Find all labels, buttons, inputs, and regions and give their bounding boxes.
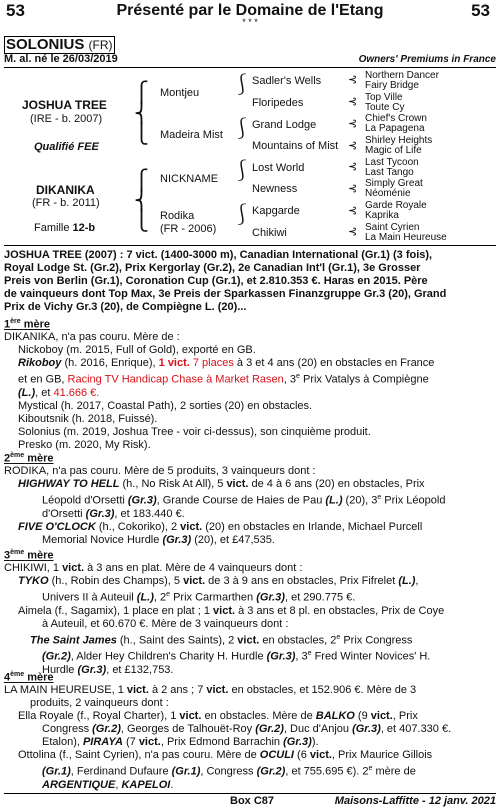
pedigree-gen2: Rodika xyxy=(160,210,195,222)
text-line: Etalon), PIRAYA (7 vict., Prix Edmond Barrachin (Gr.3)). xyxy=(42,736,319,748)
text-line: FIVE O'CLOCK (h., Cokoriko), 2 vict. (20) en obstacles en Irlande, Michael Purcell xyxy=(18,520,423,533)
horse-name-box xyxy=(4,36,115,54)
text-line: et en GB, Racing TV Handicap Chase à Market Rasen, 3e Prix Vatalys à Compiègne xyxy=(18,373,429,386)
lot-number-right: 53 xyxy=(471,1,490,20)
dam-info: (FR - b. 2011) xyxy=(32,197,100,209)
pedigree-gen4: Shirley Heights xyxy=(365,135,433,146)
text-line: Aimela (f., Sagamix), 1 place en plat ; 1 vict. à 3 ans et 8 pl. en obstacles, Prix de Coye xyxy=(18,604,445,617)
text-line: LA MAIN HEUREUSE, 1 vict. à 2 ans ; 7 vict. en obstacles, et 152.906 €. Mère de 3 xyxy=(4,684,417,696)
pedigree-gen3: Lost World xyxy=(252,162,305,174)
bracket: ⎰ xyxy=(232,74,252,96)
bracket: ⊰ xyxy=(348,183,358,195)
pedigree-gen4: Garde Royale xyxy=(365,200,427,211)
section-third-dam: 3ème mère xyxy=(4,549,54,562)
text-line: Léopold d'Orsetti (Gr.3), Grande Course de Haies de Pau (L.) (20), 3e Prix Léopold xyxy=(42,494,446,507)
text-line: HIGHWAY TO HELL (h., No Risk At All), 5 vict. de 4 à 6 ans (20) en obstacles, Prix xyxy=(18,478,425,490)
pedigree-top-rule xyxy=(4,67,496,68)
pedigree-gen4: Last Tycoon xyxy=(365,157,419,168)
bracket: ⎰ xyxy=(232,118,252,140)
bracket: ⊰ xyxy=(348,118,358,130)
footer-rule xyxy=(4,793,496,794)
pedigree-gen4: Simply Great xyxy=(365,178,423,189)
pedigree-gen4: Saint Cyrien xyxy=(365,222,420,233)
sire-note: Qualifié FEE xyxy=(34,141,99,153)
pedigree-gen4: Northern Dancer xyxy=(365,70,439,81)
text-line: Univers II à Auteuil (L.), 2e Prix Carmarthen (Gr.3), et 290.775 €. xyxy=(42,591,356,604)
pedigree-gen2: NICKNAME xyxy=(160,173,219,185)
pedigree-bottom-rule xyxy=(4,245,496,246)
pedigree-gen3: Floripedes xyxy=(252,97,304,109)
text-line: d'Orsetti (Gr.3), et 183.440 €. xyxy=(42,507,185,520)
text-line: CHIKIWI, 1 vict. à 3 ans en plat. Mère de 4 vainqueurs dont : xyxy=(4,562,303,574)
bracket: ⊰ xyxy=(348,140,358,152)
text-line: produits, 2 vainqueurs dont : xyxy=(30,697,169,709)
text-line: (L.), et 41.666 €. xyxy=(18,386,100,399)
bracket: ⎰ xyxy=(232,204,252,226)
bracket: ⎧ xyxy=(134,82,149,104)
pedigree-gen4: Toute Cy xyxy=(365,102,405,113)
pedigree-gen4: La Main Heureuse xyxy=(365,232,447,243)
fourth-dam-text xyxy=(4,684,496,792)
sire-info: (IRE - b. 2007) xyxy=(30,113,103,125)
sire-name: JOSHUA TREE xyxy=(22,98,107,112)
second-dam-text xyxy=(4,465,496,547)
bracket: ⊰ xyxy=(348,74,358,86)
pedigree-gen4: Néoménie xyxy=(365,188,411,199)
sire-record-line: de vainqueurs dont Top Max, 3e Preis der Sparkassen Finanzgruppe Gr.3 (20), Grand xyxy=(4,288,447,300)
pedigree-gen3: Kapgarde xyxy=(252,205,300,217)
horse-birth: M. al. né le 26/03/2019 xyxy=(4,53,118,65)
bracket: ⎧ xyxy=(134,170,149,192)
bracket: ⊰ xyxy=(348,205,358,217)
pedigree-gen3: Newness xyxy=(252,183,298,195)
horse-name: SOLONIUS xyxy=(6,36,85,53)
pedigree-gen4: La Papagena xyxy=(365,123,425,134)
pedigree-gen4: Fairy Bridge xyxy=(365,80,419,91)
dam-name: DIKANIKA xyxy=(36,183,95,197)
horse-country: (FR) xyxy=(88,38,113,52)
text-line: Ella Royale (f., Royal Charter), 1 vict. en obstacles. Mère de BALKO (9 vict., Prix xyxy=(18,710,418,722)
text-line: TYKO (h., Robin des Champs), 5 vict. de 3 à 9 ans en obstacles, Prix Fifrelet (L.), xyxy=(18,575,419,587)
text-line: (Gr.1), Ferdinand Dufaure (Gr.1), Congress (Gr.2), et 755.695 €). 2e mère de xyxy=(42,765,416,778)
text-line: Rikoboy (h. 2016, Enrique), 1 vict. 7 places à 3 et 4 ans (20) en obstacles en France xyxy=(18,357,435,369)
section-fourth-dam: 4ème mère xyxy=(4,671,54,684)
text-line: Congress (Gr.2), Georges de Talhouët-Roy (Gr.2), Duc d'Anjou (Gr.3), et 407.330 €. xyxy=(42,723,452,735)
pedigree-gen3: Grand Lodge xyxy=(252,119,317,131)
pedigree-gen4: Kaprika xyxy=(365,210,399,221)
bracket: ⊰ xyxy=(348,96,358,108)
pedigree-gen4: Last Tango xyxy=(365,167,414,178)
first-dam-text xyxy=(4,331,496,452)
text-line: RODIKA, n'a pas couru. Mère de 5 produits, 3 vainqueurs dont : xyxy=(4,465,316,477)
pedigree-gen4: Top Ville xyxy=(365,92,403,103)
text-line: Solonius (m. 2019, Joshua Tree - voir ci-dessus), son cinquième produit. xyxy=(18,425,371,438)
bracket: ⎰ xyxy=(232,160,252,182)
bracket: ⎨ xyxy=(134,103,149,125)
text-line: Presko (m. 2020, My Risk). xyxy=(18,438,151,451)
text-line: ARGENTIQUE, KAPELOI. xyxy=(42,778,174,791)
text-line: DIKANIKA, n'a pas couru. Mère de : xyxy=(4,331,180,343)
bracket: ⎨ xyxy=(134,190,149,212)
pedigree-gen3: Chikiwi xyxy=(252,227,287,239)
section-second-dam: 2ème mère xyxy=(4,452,54,465)
sire-record-line: Preis von Berlin (Gr.1), Coronation Cup (Gr.1), et 2.810.353 €. Haras en 2015. Père xyxy=(4,275,428,287)
bracket: ⊰ xyxy=(348,226,358,238)
pedigree-gen2: Madeira Mist xyxy=(160,129,223,141)
text-line: Nickoboy (m. 2015, Full of Gold), exporté en GB. xyxy=(18,344,256,356)
pedigree-gen4: Chief's Crown xyxy=(365,113,427,124)
page-title: Présenté par le Domaine de l'Etang xyxy=(116,2,384,19)
header-stars: * * * xyxy=(242,17,258,27)
pedigree-gen4: Magic of Life xyxy=(365,145,422,156)
dam-family: Famille 12-b xyxy=(34,222,96,234)
lot-number-left: 53 xyxy=(6,1,25,20)
section-first-dam: 1ère mère xyxy=(4,318,50,331)
bracket: ⎩ xyxy=(134,210,149,232)
bracket: ⎩ xyxy=(134,123,149,145)
sire-record-line: Prix de Vichy Gr.3 (20), de Compiègne L. (20)... xyxy=(4,301,247,313)
sire-record xyxy=(4,249,496,314)
footer-box: Box C87 xyxy=(230,795,275,807)
text-line: Hurdle (Gr.3), et £132,753. xyxy=(42,663,174,676)
third-dam-text xyxy=(4,562,496,677)
pedigree-gen3: Sadler's Wells xyxy=(252,75,322,87)
text-line: Mystical (h. 2017, Coastal Path), 2 sorties (20) en obstacles. xyxy=(18,399,313,412)
pedigree-gen2: (FR - 2006) xyxy=(160,223,217,235)
pedigree-gen2: Montjeu xyxy=(160,87,200,99)
owners-premiums: Owners' Premiums in France xyxy=(358,54,496,65)
text-line: Ottolina (f., Saint Cyrien), n'a pas couru. Mère de OCULI (6 vict., Prix Maurice Gillois xyxy=(18,749,433,761)
bracket: ⊰ xyxy=(348,161,358,173)
text-line: Memorial Novice Hurdle (Gr.3) (20), et £47,535. xyxy=(42,533,275,546)
text-line: The Saint James (h., Saint des Saints), 2 vict. en obstacles, 2e Prix Congress xyxy=(30,633,413,647)
text-line: (Gr.2), Alder Hey Children's Charity H. Hurdle (Gr.3), 3e Fred Winter Novices' H. xyxy=(42,650,431,663)
footer-sale: Maisons-Laffitte - 12 janv. 2021 xyxy=(334,795,496,807)
pedigree-gen3: Mountains of Mist xyxy=(252,140,339,152)
sire-record-line: JOSHUA TREE (2007) : 7 vict. (1400-3000 m), Canadian International (Gr.1) (3 fois), xyxy=(4,249,433,261)
text-line: à Auteuil, et 60.670 €. Mère de 3 vainqueurs dont : xyxy=(42,617,289,630)
text-line: Kiboutsnik (h. 2018, Fuissé). xyxy=(18,412,158,425)
sire-record-line: Royal Lodge St. (Gr.2), Prix Kergorlay (Gr.2), 2e Canadian Int'l (Gr.1), 3e Grosser xyxy=(4,262,421,274)
